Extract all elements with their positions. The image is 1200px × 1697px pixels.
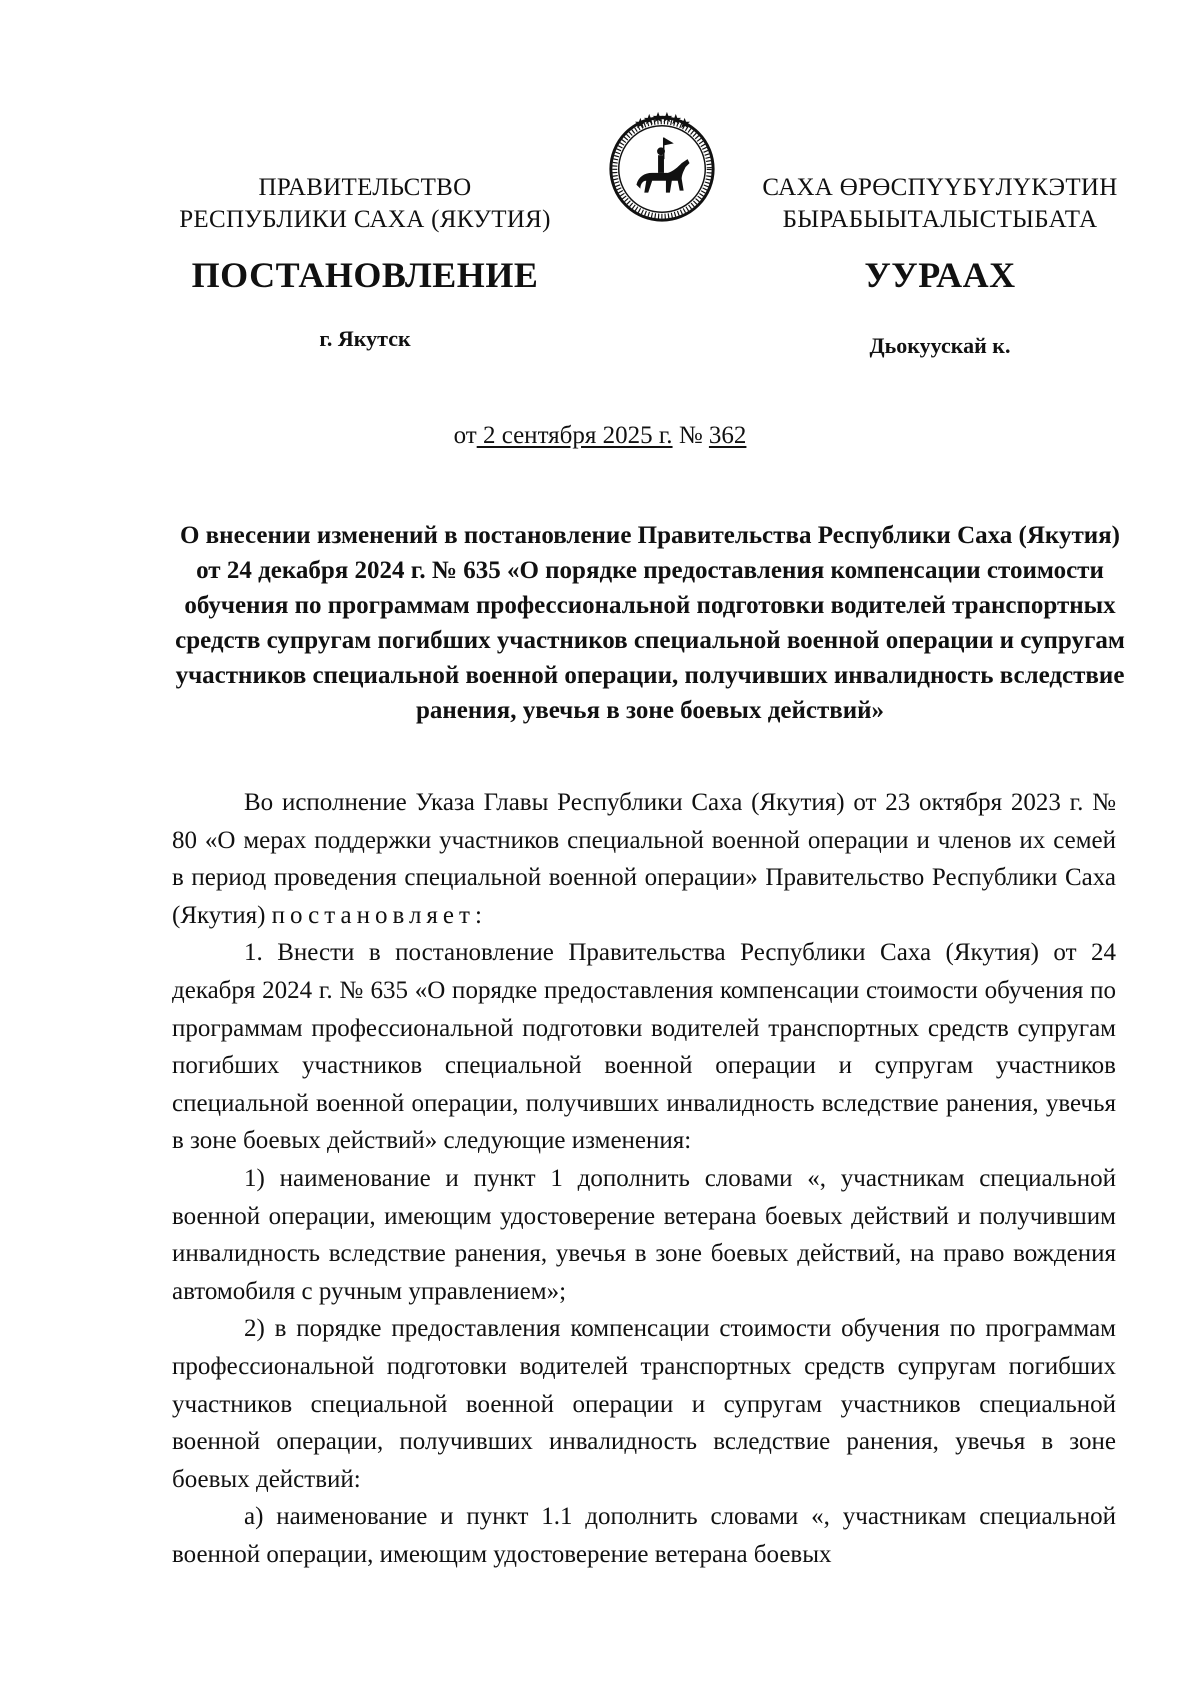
city-left: г. Якутск (319, 326, 411, 351)
paragraph-1-1: 1) наименование и пункт 1 дополнить словами «, участникам специальной военной операции, имеющим удостоверение ветерана боевых действий и получившим инвалидность вследствие ранения, увечья в зоне боевых действий, на право вождения автомобиля с ручным управлением»; (172, 1164, 1116, 1305)
doc-type-right: УУРААХ (864, 255, 1016, 295)
issuer-left (170, 172, 560, 236)
document-body (172, 784, 1116, 1573)
date-number-line (0, 422, 1200, 450)
date-value: 2 сентября 2025 г. (476, 422, 673, 449)
issuer-right-line1: САХА ӨРӨСПҮҮБҮЛҮКЭТИН (762, 174, 1118, 201)
date-prefix: от (453, 422, 477, 449)
issuer-left-line2: РЕСПУБЛИКИ САХА (ЯКУТИЯ) (179, 206, 551, 233)
doc-type-left: ПОСТАНОВЛЕНИЕ (191, 255, 539, 295)
paragraph-preamble (172, 784, 1116, 934)
paragraph-1-2: 2) в порядке предоставления компенсации стоимости обучения по программам профессиональной подготовки водителей транспортных средств супругам погибших участников специальной военной операции и супругам участников специальной военной операции, получивших инвалидность вследствие ранения, увечья в зоне боевых действий: (172, 1315, 1116, 1493)
city-right: Дьокуускай к. (869, 333, 1011, 358)
paragraph-1: 1. Внести в постановление Правительства Республики Саха (Якутия) от 24 декабря 2024 г. № 635 «О порядке предоставления компенсации стоимости обучения по программам профессиональной подготовки водителей транспортных средств супругам погибших участников специальной военной операции и супругам участников специальной военной операции, получивших инвалидность вследствие ранения, увечья в зоне боевых действий» следующие изменения: (172, 939, 1116, 1155)
document-title: О внесении изменений в постановление Правительства Республики Саха (Якутия) от 24 декабря 2024 г. № 635 «О порядке предоставления компенсации стоимости обучения по программам профессиональной подготовки водителей транспортных средств супругам погибших участников специальной военной операции и супругам участников специальной военной операции, получивших инвалидность вследствие ранения, увечья в зоне боевых действий» (175, 522, 1125, 724)
paragraph-1-2-a: а) наименование и пункт 1.1 дополнить словами «, участникам специальной военной операции, имеющим удостоверение ветерана боевых (172, 1503, 1116, 1568)
issuer-right-line2: БЫРАБЫЫТАЛЫСТЫБАТА (782, 206, 1098, 233)
resolves-word: постановляет: (271, 901, 487, 929)
issuer-left-line1: ПРАВИТЕЛЬСТВО (258, 174, 472, 201)
emblem-icon (603, 108, 721, 226)
issuer-right (740, 172, 1140, 236)
document-number: 362 (708, 422, 747, 449)
preamble-text: Во исполнение Указа Главы Республики Саха (Якутия) от 23 октября 2023 г. № 80 «О мерах поддержки участников специальной военной операции и членов их семей в период проведения специальной военной операции» Правительство Республики Саха (Якутия) (172, 789, 1116, 929)
number-sign: № (672, 422, 709, 449)
